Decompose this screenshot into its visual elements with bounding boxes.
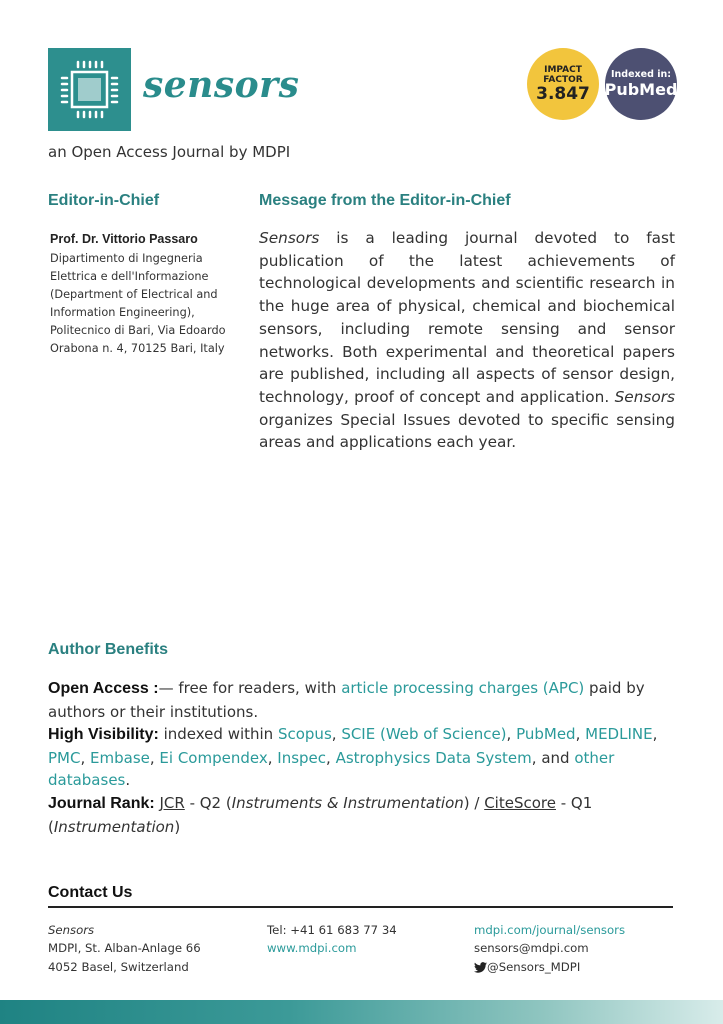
- scopus-link[interactable]: Scopus: [277, 725, 332, 744]
- rank-label: Journal Rank:: [48, 794, 155, 812]
- impact-factor-label-2: FACTOR: [543, 74, 583, 85]
- editor-name: Prof. Dr. Vittorio Passaro: [50, 232, 198, 246]
- message-text-1: is a leading journal devoted to fast publication of the latest achievements of technological developments and scientific research in the huge area of physical, chemical and biochemical sensors, including remote sensing and sensor networks. Both experimental and theoretical papers are published, including all aspects of sensor design, technology, proof of concept and application.: [259, 229, 675, 406]
- journal-name: sensors: [143, 64, 300, 106]
- affiliation-line: Politecnico di Bari, Via Edoardo: [50, 324, 226, 337]
- benefit-open-access: [48, 677, 678, 723]
- other-databases-link[interactable]: other databases: [48, 748, 615, 790]
- twitter-handle-row[interactable]: [474, 958, 625, 978]
- benefits-list: [48, 677, 678, 838]
- editor-affiliation: [50, 250, 240, 358]
- contact-journal-name: Sensors: [48, 923, 95, 937]
- visibility-text: indexed within: [158, 725, 278, 744]
- pubmed-badge: [605, 48, 677, 120]
- affiliation-line: Information Engineering),: [50, 306, 195, 319]
- journal-logo: [48, 48, 131, 131]
- contact-address: [48, 921, 201, 976]
- contact-email[interactable]: sensors@mdpi.com: [474, 941, 589, 956]
- message-journal-italic: Sensors: [259, 229, 320, 247]
- twitter-handle: @Sensors_MDPI: [487, 959, 581, 974]
- message-journal-italic-2: Sensors: [614, 387, 675, 406]
- editor-message: [259, 227, 675, 454]
- affiliation-line: Elettrica e dell'Informazione: [50, 270, 209, 283]
- pubmed-link[interactable]: PubMed: [516, 725, 576, 744]
- medline-link[interactable]: MEDLINE: [585, 725, 653, 744]
- contact-online: [474, 921, 625, 978]
- jcr-category: Instruments & Instrumentation: [231, 793, 464, 812]
- journal-tagline: an Open Access Journal by MDPI: [48, 143, 291, 161]
- benefit-visibility: High Visibility: indexed within Scopus, SCIE (Web of Science), PubMed, MEDLINE, PMC, Embase, Ei Compendex, Inspec, Astrophysics Data System, and other databases.: [48, 725, 658, 790]
- affiliation-line: (Department of Electrical and: [50, 288, 218, 301]
- citescore-text: - Q1 (: [48, 793, 593, 836]
- visibility-and: , and: [531, 748, 575, 767]
- mdpi-website-link[interactable]: www.mdpi.com: [267, 941, 357, 956]
- citescore-link[interactable]: CiteScore: [484, 793, 556, 812]
- open-access-label: Open Access :: [48, 680, 159, 697]
- impact-factor-label-1: IMPACT: [544, 64, 582, 75]
- chip-icon: [48, 48, 131, 131]
- indexed-label: Indexed in:: [610, 68, 672, 80]
- contact-street: MDPI, St. Alban-Anlage 66: [48, 941, 201, 956]
- twitter-icon: [474, 960, 487, 978]
- ei-compendex-link[interactable]: Ei Compendex: [159, 748, 268, 767]
- benefits-heading: Author Benefits: [48, 641, 168, 658]
- footer-bar: [0, 1000, 723, 1024]
- visibility-label: High Visibility:: [48, 726, 159, 744]
- apc-link[interactable]: article processing charges (APC): [341, 679, 585, 697]
- contact-phone-web: [267, 921, 397, 958]
- journal-url-link[interactable]: mdpi.com/journal/sensors: [474, 923, 626, 937]
- jcr-text: - Q2 (: [184, 793, 232, 812]
- rank-separator: ) /: [463, 793, 485, 812]
- citescore-category: Instrumentation: [53, 817, 175, 836]
- affiliation-line: Dipartimento di Ingegneria: [50, 252, 203, 265]
- indexed-value: PubMed: [604, 79, 678, 99]
- ads-link[interactable]: Astrophysics Data System: [335, 748, 532, 767]
- affiliation-line: Orabona n. 4, 70125 Bari, Italy: [50, 342, 225, 355]
- impact-factor-value: 3.847: [536, 83, 590, 104]
- jcr-link[interactable]: JCR: [159, 793, 185, 812]
- editor-heading: Editor-in-Chief: [48, 192, 160, 209]
- open-access-text-end: paid by authors or their institutions.: [48, 679, 645, 721]
- message-heading: Message from the Editor-in-Chief: [259, 192, 511, 209]
- contact-tel: Tel: +41 61 683 77 34: [267, 923, 397, 937]
- embase-link[interactable]: Embase: [90, 748, 150, 767]
- message-text-2: organizes Special Issues devoted to specific sensing areas and applications each year.: [259, 410, 675, 452]
- contact-divider: [48, 906, 673, 908]
- contact-city: 4052 Basel, Switzerland: [48, 959, 189, 974]
- impact-factor-badge: [527, 48, 599, 120]
- inspec-link[interactable]: Inspec: [277, 748, 327, 767]
- scie-link[interactable]: SCIE (Web of Science): [341, 725, 507, 744]
- rank-end: ): [174, 817, 181, 836]
- open-access-text: — free for readers, with: [158, 679, 342, 697]
- pmc-link[interactable]: PMC: [48, 748, 81, 767]
- benefit-rank: [48, 792, 678, 838]
- contact-heading: Contact Us: [48, 884, 133, 901]
